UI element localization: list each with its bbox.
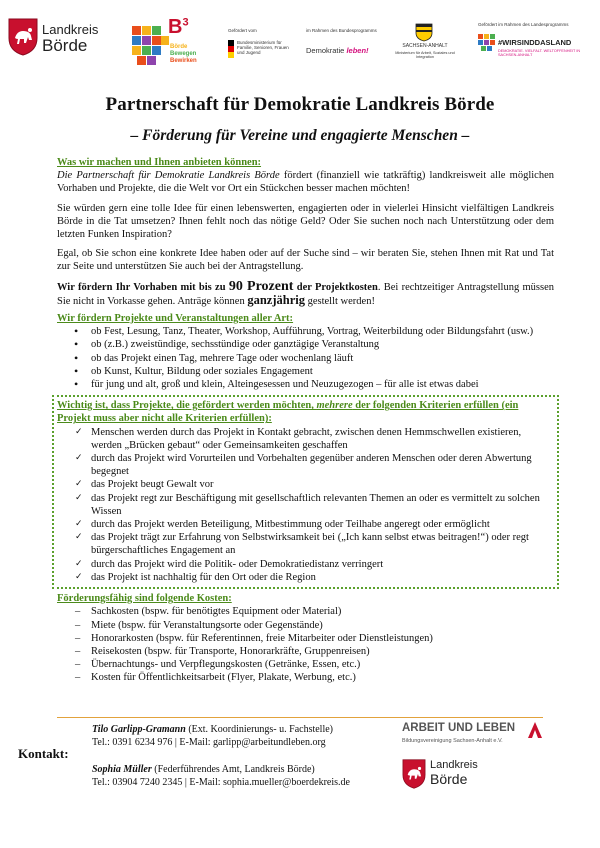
logo-bar <box>0 0 600 84</box>
list-item: ✓ durch das Projekt wird die Politik- oder Demokratiedistanz verringert <box>57 558 554 571</box>
funding-text-a: Wir fördern Ihr Vorhaben mit bis zu <box>57 281 229 293</box>
landkreis-boerde-logo <box>8 18 126 62</box>
b3-line2: Bewegen <box>170 51 197 57</box>
contact-name-2: Sophia Müller <box>92 764 152 775</box>
list-item: • für jung und alt, groß und klein, Alteingesessen und Neuzugezogen – für alle ist etwas dabei <box>57 378 554 391</box>
list-item: ✓ durch das Projekt werden Beteiligung, Mitbestimmung oder Teilhabe angeregt oder ermöglicht <box>57 518 554 531</box>
intro-rest: fördert (finanziell wie tatkräftig) landkreisweit alle möglichen Vorhaben und Projekte, die die Welt vor Ort ein Stückchen besser machen möchten! <box>57 170 554 195</box>
aul-triangle-icon <box>528 722 542 738</box>
list-item: • ob das Projekt einen Tag, mehrere Tage oder wochenlang läuft <box>57 352 554 365</box>
funding-text-d: . Bei rechtzeitiger Antragstellung müssen Sie nicht in Vorkasse gehen. Anträge können <box>57 281 555 307</box>
bmfsfj-logo <box>228 28 298 68</box>
advice-paragraph: Egal, ob Sie schon eine konkrete Idee haben oder auf der Suche sind – wir beraten Sie, stehen Ihnen mit Rat und Tat zur Seite und unterstützen Sie auch bei der Antragstellung. <box>57 248 554 273</box>
leben-word: leben! <box>346 46 369 55</box>
sachsen-anhalt-logo <box>394 22 456 72</box>
list-item: – Reisekosten (bspw. für Transporte, Honorarkräfte, Gruppenreisen) <box>57 645 554 658</box>
wirsinddasland-logo <box>478 22 594 72</box>
coat-of-arms-icon <box>8 18 38 56</box>
contact-role-1: (Ext. Koordinierungs- u. Fachstelle) <box>185 724 333 735</box>
bmfsfj-text: Bundesministerium für Familie, Senioren, Frauen und Jugend <box>237 40 289 55</box>
wirsind-subline: DEMOKRATIE. VIELFALT. WELTOFFENHEIT IN SACHSEN-ANHALT <box>498 49 581 58</box>
contact-label: Kontakt: <box>18 746 69 761</box>
mosaic-icon <box>130 24 170 70</box>
demokratie-leben-logo <box>306 28 386 68</box>
german-flag-icon <box>228 40 234 58</box>
funding-percent: 90 Prozent <box>228 278 294 294</box>
demokratie-caption: im Rahmen des Bundesprogramms <box>306 28 377 33</box>
main-content <box>57 156 554 685</box>
footer-landkreis-line2: Börde <box>430 771 468 787</box>
criteria-heading-a: Wichtig ist, dass Projekte, die gefördert werden möchten, <box>57 400 317 412</box>
list-item: – Honorarkosten (bspw. für Referentinnen, freie Mitarbeiter oder Dienstleistungen) <box>57 632 554 645</box>
demokratie-word: Demokratie <box>306 46 345 55</box>
section-offer-heading: Was wir machen und Ihnen anbieten können: <box>57 157 262 168</box>
contact-person-1 <box>92 723 333 749</box>
footer-divider <box>57 717 543 718</box>
list-item: • ob (z.B.) zweistündige, sechsstündige oder ganztägige Veranstaltung <box>57 338 554 351</box>
funding-text-c: der Projektkosten <box>293 281 378 293</box>
intro-italic: Die Partnerschaft für Demokratie Landkreis Börde <box>57 170 280 182</box>
sachsen-ministry: Ministerium für Arbeit, Soziales und Integration <box>395 51 455 60</box>
contact-person-2 <box>92 763 350 789</box>
aul-title: ARBEIT UND LEBEN <box>402 722 516 734</box>
b3-line3: Bewirken <box>170 58 197 64</box>
footer-coat-of-arms-icon <box>402 759 426 789</box>
contact-name-1: Tilo Garlipp-Gramann <box>92 724 186 735</box>
list-item: – Miete (bspw. für Veranstaltungsorte oder Gegenstände) <box>57 619 554 632</box>
intro-paragraph <box>57 169 554 195</box>
list-item: ✓ das Projekt regt zur Beschäftigung mit gesellschaftlich relevanten Themen an oder es vermittelt zu solchen Wissen <box>57 492 554 518</box>
funding-text-f: gestellt werden! <box>304 295 375 307</box>
list-item: ✓ das Projekt beugt Gewalt vor <box>57 478 554 491</box>
list-item: – Kosten für Öffentlichkeitsarbeit (Flyer, Plakate, Werbung, etc.) <box>57 671 554 684</box>
section-costs-heading: Förderungsfähig sind folgende Kosten: <box>57 593 232 605</box>
project-types-list <box>57 325 554 391</box>
footer-landkreis-logo <box>402 757 502 795</box>
criteria-box <box>52 395 559 589</box>
costs-list <box>57 605 554 684</box>
b3-line1: Börde <box>170 44 188 50</box>
criteria-heading-c: der folgenden Kriterien erfüllen (ein Projekt muss aber nicht alle Kriterien erfüllen): <box>57 400 519 425</box>
wirsind-hashtag: #WIRSINDDASLAND <box>498 38 572 47</box>
criteria-heading-emph: mehrere <box>316 400 353 412</box>
list-item: ✓ durch das Projekt wird Vorurteilen und Vorbehalten gegenüber anderen Menschen oder deren Abwertung begegnet <box>57 452 554 478</box>
footer-landkreis-line1: Landkreis <box>430 759 478 771</box>
logo-landkreis-line2: Börde <box>42 36 88 55</box>
list-item: ✓ das Projekt trägt zur Erfahrung von Selbstwirksamkeit bei („Ich kann selbst etwas beitragen!“) oder regt bürgerschaftliches Engagement an <box>57 531 554 557</box>
list-item: ✓ das Projekt ist nachhaltig für den Ort oder die Region <box>57 571 554 584</box>
sachsen-name: SACHSEN-ANHALT <box>402 43 448 49</box>
page-title: Partnerschaft für Demokratie Landkreis Börde <box>105 94 495 115</box>
criteria-list <box>57 426 554 584</box>
contact-details-2[interactable]: Tel.: 03904 7240 2345 | E-Mail: sophia.mueller@boerdekreis.de <box>92 777 350 788</box>
b3-letter: B <box>168 16 183 38</box>
list-item: • ob Fest, Lesung, Tanz, Theater, Workshop, Aufführung, Vortrag, Weiterbildung oder Bildungsfahrt (usw.) <box>57 325 554 338</box>
list-item: ✓ Menschen werden durch das Projekt in Kontakt gebracht, zwischen denen Hemmschwellen existieren, werden „Brücken gebaut“ oder Gemeinsamkeiten geschaffen <box>57 426 554 452</box>
section-criteria-heading <box>57 399 554 425</box>
idea-paragraph: Sie würden gern eine tolle Idee für einen lebenswerten, engagierten oder in vielerlei Hinsicht vielfältigen Landkreis Börde in die Tat umsetzen? Ihnen fehlt noch das nötige Geld? Oder Sie suchen noch nach Unterstützung oder dem letzten Funken Inspiration? <box>57 202 554 241</box>
bmfsfj-caption: Gefördert vom <box>228 28 257 33</box>
b3-superscript: 3 <box>182 16 189 29</box>
arbeit-und-leben-logo <box>402 722 542 752</box>
funding-yearround: ganzjährig <box>247 292 305 307</box>
list-item: – Sachkosten (bspw. für benötigtes Equipment oder Material) <box>57 605 554 618</box>
page-subtitle: – Förderung für Vereine und engagierte Menschen – <box>130 127 470 144</box>
colorful-mosaic-icon <box>478 34 496 56</box>
contact-role-2: (Federführendes Amt, Landkreis Börde) <box>151 764 315 775</box>
list-item: • ob Kunst, Kultur, Bildung oder soziales Engagement <box>57 365 554 378</box>
section-projects-heading: Wir fördern Projekte und Veranstaltungen aller Art: <box>57 313 294 325</box>
b3-logo <box>130 16 202 72</box>
state-crest-icon <box>414 22 434 42</box>
wirsind-caption: Gefördert im Rahmen des Landesprogramms <box>478 22 569 27</box>
list-item: – Übernachtungs- und Verpflegungskosten (Getränke, Essen, etc.) <box>57 658 554 671</box>
contact-details-1[interactable]: Tel.: 0391 6234 976 | E-Mail: garlipp@arbeitundleben.org <box>92 737 326 748</box>
aul-subtitle: Bildungsvereinigung Sachsen-Anhalt e.V. <box>402 738 503 744</box>
funding-paragraph <box>57 280 554 308</box>
logo-landkreis-line1: Landkreis <box>42 22 99 37</box>
